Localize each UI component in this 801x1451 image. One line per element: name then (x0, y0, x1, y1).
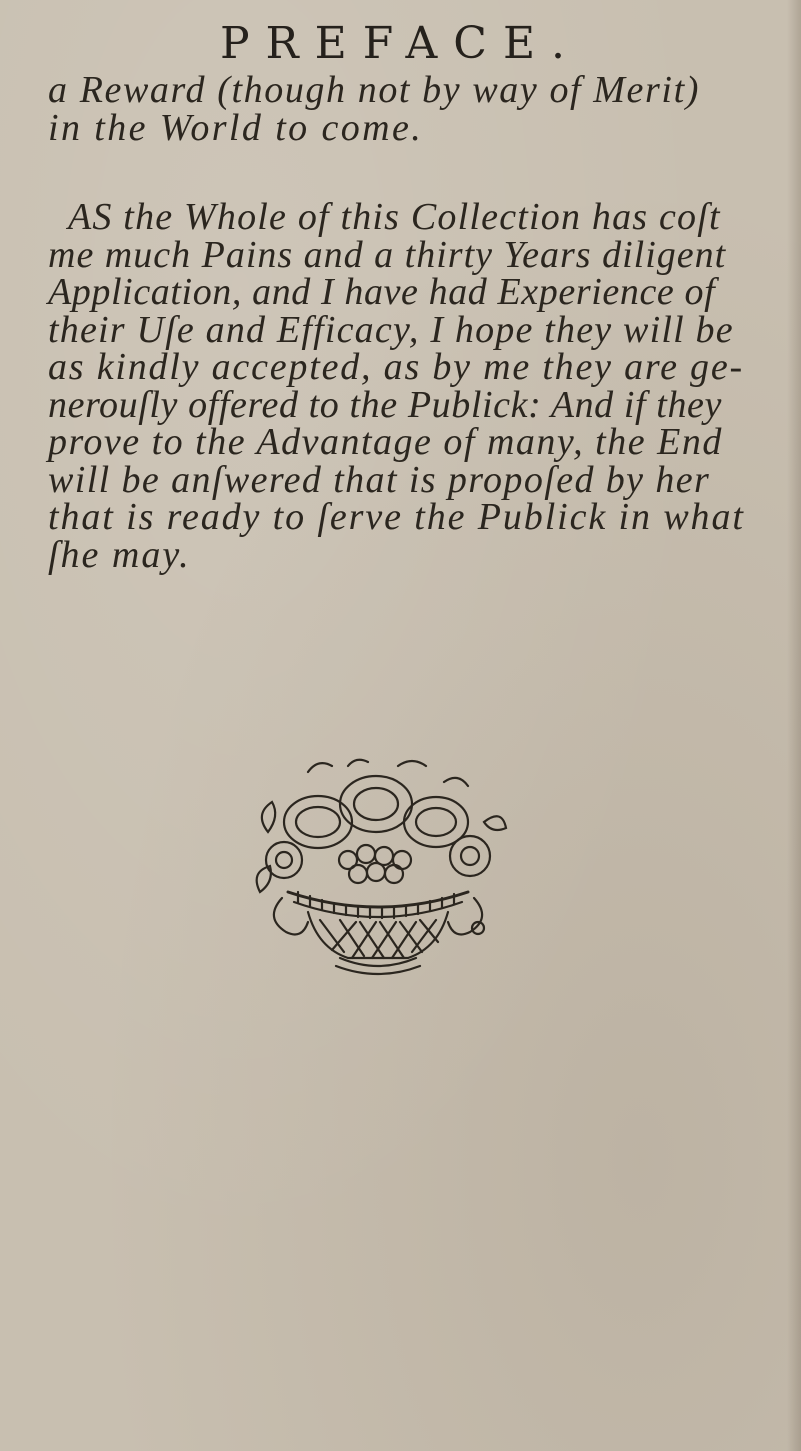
text-line: ſhe may. (48, 533, 191, 576)
page-fold-shadow (787, 0, 801, 1451)
text-line: me much Pains and a thirty Years diligent (48, 233, 727, 276)
text-line: AS the Whole of this Collection has coſt (68, 196, 721, 238)
preface-text (48, 69, 748, 576)
text-line: Application, and I have had Experience of (48, 271, 716, 313)
running-head: PREFACE. (219, 18, 582, 69)
text-line: in the World to come. (48, 106, 424, 149)
text-line: prove to the Advantage of many, the End (48, 421, 723, 463)
text-line: as kindly accepted, as by me they are ge- (48, 346, 744, 388)
text-line: their Uſe and Efficacy, I hope they will be (48, 308, 734, 351)
text-line: will be anſwered that is propoſed by her (48, 458, 711, 501)
text-line: that is ready to ſerve the Publick in what (48, 496, 745, 538)
paragraph-gap (48, 147, 748, 199)
fruit-basket-woodcut-icon (248, 752, 508, 978)
text-line: a Reward (though not by way of Merit) (48, 69, 700, 111)
text-line: nerouſly offered to the Publick: And if they (48, 383, 722, 426)
